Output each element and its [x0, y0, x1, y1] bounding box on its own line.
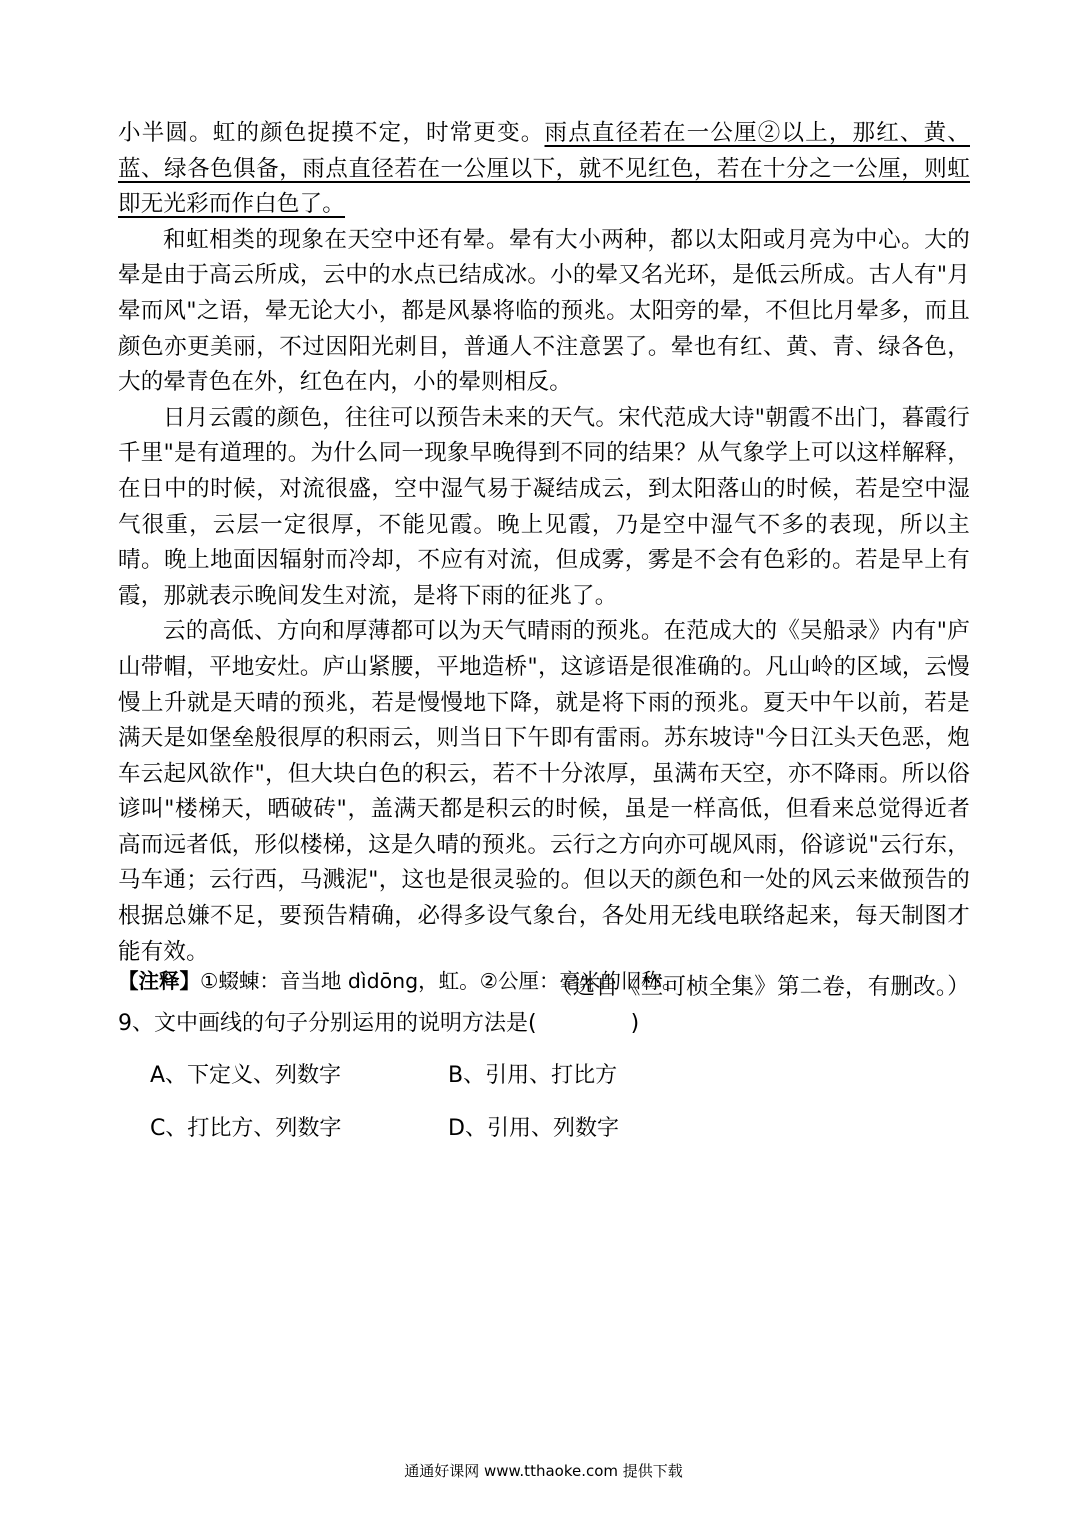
annotation-note — [118, 966, 683, 996]
underlined-sentence: 雨点直径若在一公厘②以上，那红、黄、蓝、绿各色俱备，雨点直径若在一公厘以下，就不见红色，若在十分之一公厘，则虹即无光彩而作白色了。 — [118, 120, 970, 218]
paragraph-1 — [118, 116, 970, 223]
page-footer: 通通好课网 www.tthaoke.com 提供下载 — [404, 1462, 683, 1480]
option-a[interactable]: A、下定义、列数字 — [150, 1063, 342, 1088]
note-label: 【注释】 — [118, 969, 200, 993]
paragraph-1-lead: 小半圆。虹的颜色捉摸不定，时常更变。 — [118, 120, 545, 146]
option-c[interactable]: C、打比方、列数字 — [150, 1116, 342, 1141]
paragraph-3: 日月云霞的颜色，往往可以预告未来的天气。宋代范成大诗"朝霞不出门，暮霞行千里"是有道理的。为什么同一现象早晚得到不同的结果？从气象学上可以这样解释，在日中的时候，对流很盛，空中湿气易于凝结成云，到太阳落山的时候，若是空中湿气很重，云层一定很厚，不能见霞。晚上见霞，乃是空中湿气不多的表现，所以主晴。晚上地面因辐射而冷却，不应有对流，但成雾，雾是不会有色彩的。若是早上有霞，那就表示晚间发生对流，是将下雨的征兆了。 — [118, 404, 970, 609]
note-text: ①蝃蝀：音当地 dìdōng，虹。②公厘：毫米的旧称。 — [200, 969, 683, 993]
option-d[interactable]: D、引用、列数字 — [448, 1116, 619, 1141]
question-close-paren: ) — [630, 1011, 640, 1036]
option-b[interactable]: B、引用、打比方 — [448, 1063, 618, 1088]
source-citation: （选自《竺可桢全集》第二卷，有删改。） — [549, 974, 970, 1001]
paragraph-4: 云的高低、方向和厚薄都可以为天气晴雨的预兆。在范成大的《吴船录》内有"庐山带帽，平地安灶。庐山紧腰，平地造桥"，这谚语是很准确的。凡山岭的区域，云慢慢上升就是天晴的预兆，若是慢慢地下降，就是将下雨的预兆。夏天中午以前，若是满天是如堡垒般很厚的积雨云，则当日下午即有雷雨。苏东坡诗"今日江头天色恶，炮车云起风欲作"，但大块白色的积云，若不十分浓厚，虽满布天空，亦不降雨。所以俗谚叫"楼梯天，晒破砖"，盖满天都是积云的时候，虽是一样高低，但看来总觉得近者高而远者低，形似楼梯，这是久晴的预兆。云行之方向亦可觇风雨，俗谚说"云行东，马车通；云行西，马溅泥"，这也是很灵验的。但以天的颜色和一处的风云来做预告的根据总嫌不足，要预告精确，必得多设气象台，各处用无线电联络起来，每天制图才能有效。 — [118, 618, 970, 965]
question-stem: 9、文中画线的句子分别运用的说明方法是( — [118, 1011, 537, 1036]
paragraph-2: 和虹相类的现象在天空中还有晕。晕有大小两种，都以太阳或月亮为中心。大的晕是由于高云所成，云中的水点已结成冰。小的晕又名光环，是低云所成。古人有"月晕而风"之语，晕无论大小，都是风暴将临的预兆。太阳旁的晕，不但比月晕多，而且颜色亦更美丽，不过因阳光刺目，普通人不注意罢了。晕也有红、黄、青、绿各色，大的晕青色在外，红色在内，小的晕则相反。 — [118, 226, 970, 396]
question-9 — [118, 1008, 639, 1040]
passage — [118, 116, 970, 1006]
